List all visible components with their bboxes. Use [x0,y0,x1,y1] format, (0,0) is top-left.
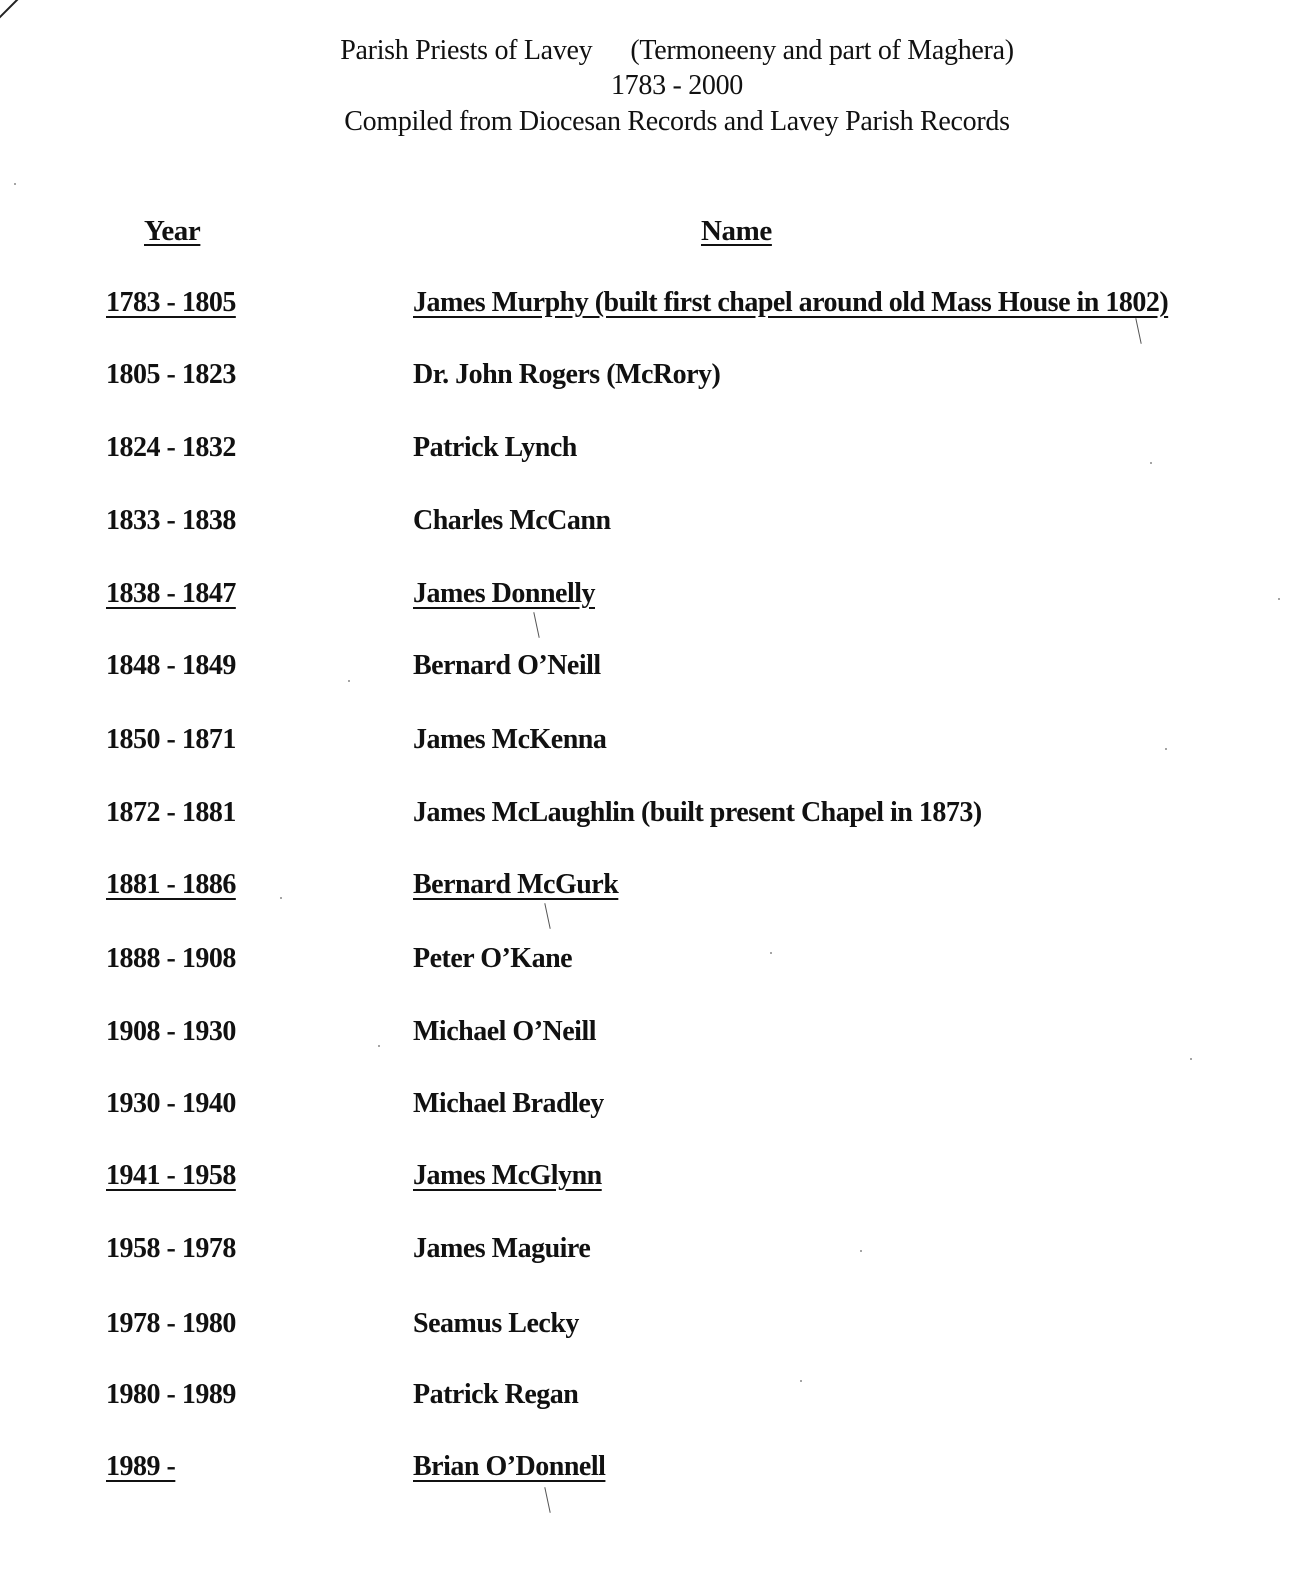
scan-speck [1190,1058,1192,1060]
document-source-note: Compiled from Diocesan Records and Lavey Parish Records [344,106,1010,137]
row-year: 1978 - 1980 [106,1308,236,1339]
row-name: Michael O’Neill [413,1016,597,1047]
row-name: Michael Bradley [413,1088,604,1119]
row-name: Dr. John Rogers (McRory) [413,359,721,390]
scan-speck [378,1045,380,1047]
pen-tick-mark [544,1487,550,1513]
row-name: Brian O’Donnell [413,1451,606,1482]
row-year: 1850 - 1871 [106,724,236,755]
document-date-range: 1783 - 2000 [610,70,744,101]
row-year: 1930 - 1940 [106,1088,236,1119]
document-title: Parish Priests of Lavey [340,35,593,66]
scan-speck [1278,598,1280,600]
list-item [0,1379,1294,1419]
scan-speck [1165,748,1167,750]
row-name: Peter O’Kane [413,943,573,974]
row-name: Charles McCann [413,505,611,536]
row-name: Bernard McGurk [413,869,619,900]
list-item [0,797,1294,837]
row-name: Seamus Lecky [413,1308,579,1339]
list-item [0,287,1294,327]
scan-speck [860,1250,862,1252]
scan-speck [800,1380,802,1382]
row-name: James Maguire [413,1233,591,1264]
list-item [0,359,1294,399]
row-year: 1848 - 1849 [106,650,236,681]
scan-speck [14,183,16,185]
row-year: 1980 - 1989 [106,1379,236,1410]
row-year: 1783 - 1805 [106,287,236,318]
scan-speck [770,952,772,954]
row-year: 1941 - 1958 [106,1160,236,1191]
row-name: James McKenna [413,724,607,755]
row-year: 1908 - 1930 [106,1016,236,1047]
list-item [0,1308,1294,1348]
row-year: 1881 - 1886 [106,869,236,900]
row-year: 1805 - 1823 [106,359,236,390]
list-item [0,1451,1294,1491]
document-subtitle: (Termoneeny and part of Maghera) [630,35,1014,66]
list-item [0,1016,1294,1056]
column-header-year: Year [144,215,201,247]
list-item [0,650,1294,690]
list-item [0,869,1294,909]
scan-speck [1150,462,1152,464]
row-year: 1888 - 1908 [106,943,236,974]
document-title-line [30,33,1294,69]
list-item [0,1088,1294,1128]
scan-speck [280,897,282,899]
row-name: Bernard O’Neill [413,650,601,681]
row-year: 1824 - 1832 [106,432,236,463]
list-item [0,578,1294,618]
list-item [0,432,1294,472]
list-item [0,943,1294,983]
row-year: 1958 - 1978 [106,1233,236,1264]
column-header-name: Name [701,215,772,247]
row-year: 1872 - 1881 [106,797,236,828]
row-name: Patrick Lynch [413,432,577,463]
list-item [0,724,1294,764]
row-name: James McLaughlin (built present Chapel in 1873) [413,797,982,828]
scan-corner-mark [0,0,19,20]
row-name: James McGlynn [413,1160,602,1191]
list-item [0,1233,1294,1273]
row-name: James Donnelly [413,578,595,609]
row-year: 1838 - 1847 [106,578,236,609]
list-item [0,505,1294,545]
list-item [0,1160,1294,1200]
row-name: James Murphy (built first chapel around old Mass House in 1802) [413,287,1169,318]
row-year: 1833 - 1838 [106,505,236,536]
row-name: Patrick Regan [413,1379,579,1410]
scan-speck [348,680,350,682]
row-year: 1989 - [106,1451,176,1482]
